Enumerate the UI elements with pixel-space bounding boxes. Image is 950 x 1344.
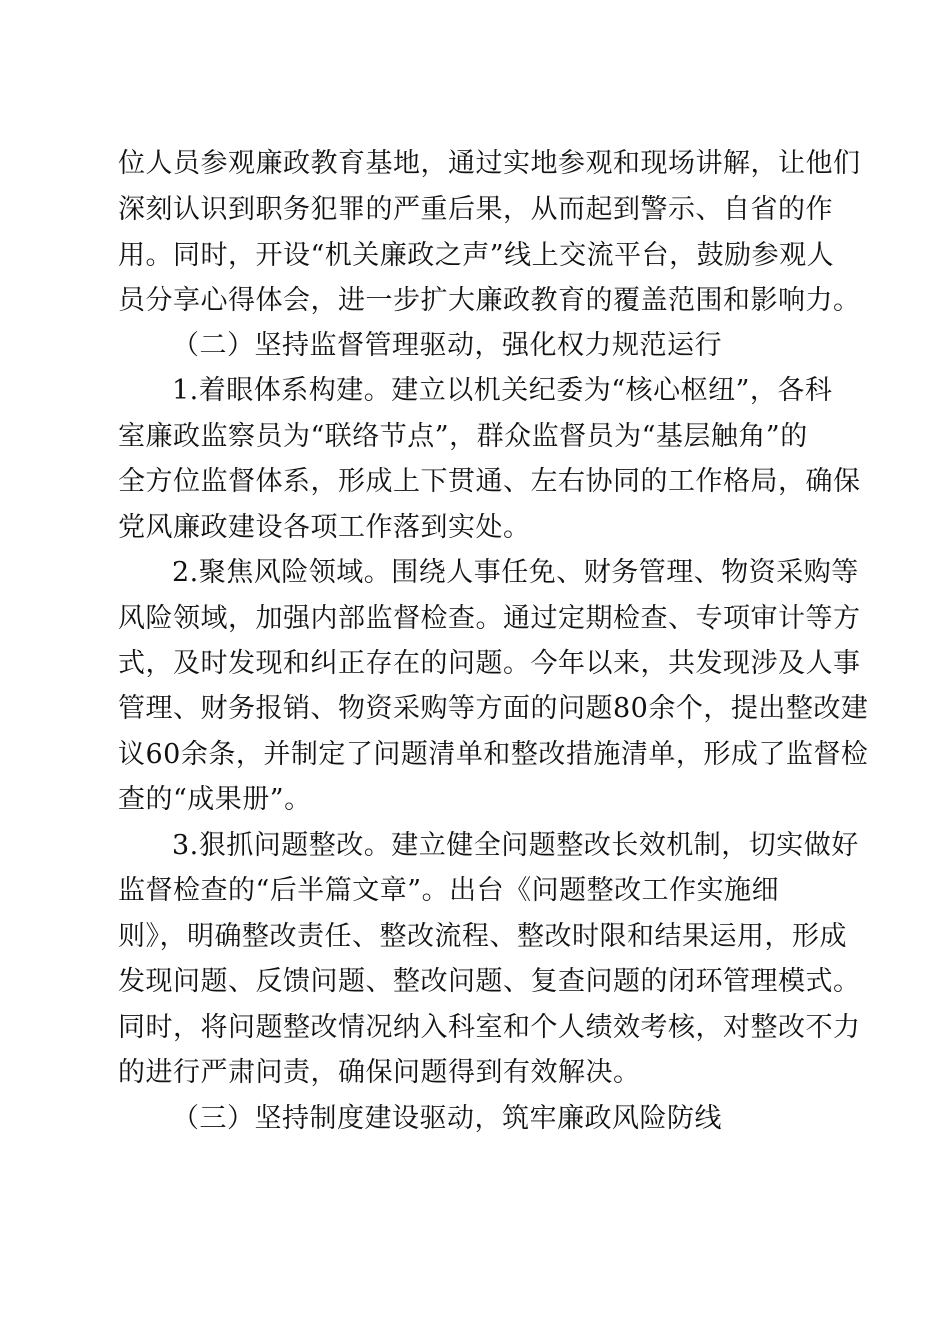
paragraph-line: 发现问题、反馈问题、整改问题、复查问题的闭环管理模式。 [118, 966, 861, 997]
paragraph-line: 查的“成果册”。 [118, 784, 312, 815]
paragraph-line: 党风廉政建设各项工作落到实处。 [118, 512, 531, 543]
paragraph-line: 室廉政监察员为“联络节点”，群众监督员为“基层触角”的 [118, 421, 808, 452]
paragraph-line: 员分享心得体会，进一步扩大廉政教育的覆盖范围和影响力。 [118, 285, 861, 316]
paragraph-line: 全方位监督体系，形成上下贯通、左右协同的工作格局，确保 [118, 466, 861, 497]
paragraph-line: 位人员参观廉政教育基地，通过实地参观和现场讲解，让他们 [118, 148, 861, 179]
paragraph-line: 风险领域，加强内部监督检查。通过定期检查、专项审计等方 [118, 603, 861, 634]
paragraph-line: 同时，将问题整改情况纳入科室和个人绩效考核，对整改不力 [118, 1012, 861, 1043]
paragraph-line: 深刻认识到职务犯罪的严重后果，从而起到警示、自省的作 [118, 194, 833, 225]
paragraph-line: 监督检查的“后半篇文章”。出台《问题整改工作实施细 [118, 875, 780, 906]
paragraph-line: 式，及时发现和纠正存在的问题。今年以来，共发现涉及人事 [118, 648, 861, 679]
paragraph-line: 议60余条，并制定了问题清单和整改措施清单，形成了监督检 [118, 739, 869, 770]
paragraph-line: 2.聚焦风险领域。围绕人事任免、财务管理、物资采购等 [172, 557, 859, 588]
paragraph-line: 1.着眼体系构建。建立以机关纪委为“核心枢纽”，各科 [172, 375, 833, 406]
paragraph-line: 则》，明确整改责任、整改流程、整改时限和结果运用，形成 [118, 921, 847, 952]
section-heading-2: （二）坚持监督管理驱动，强化权力规范运行 [172, 330, 722, 361]
paragraph-line: 3.狠抓问题整改。建立健全问题整改长效机制，切实做好 [172, 830, 859, 861]
paragraph-line: 的进行严肃问责，确保问题得到有效解决。 [118, 1057, 641, 1088]
paragraph-line: 用。同时，开设“机关廉政之声”线上交流平台，鼓励参观人 [118, 240, 835, 271]
paragraph-line: 管理、财务报销、物资采购等方面的问题80余个，提出整改建 [118, 693, 869, 724]
section-heading-3: （三）坚持制度建设驱动，筑牢廉政风险防线 [172, 1103, 722, 1134]
